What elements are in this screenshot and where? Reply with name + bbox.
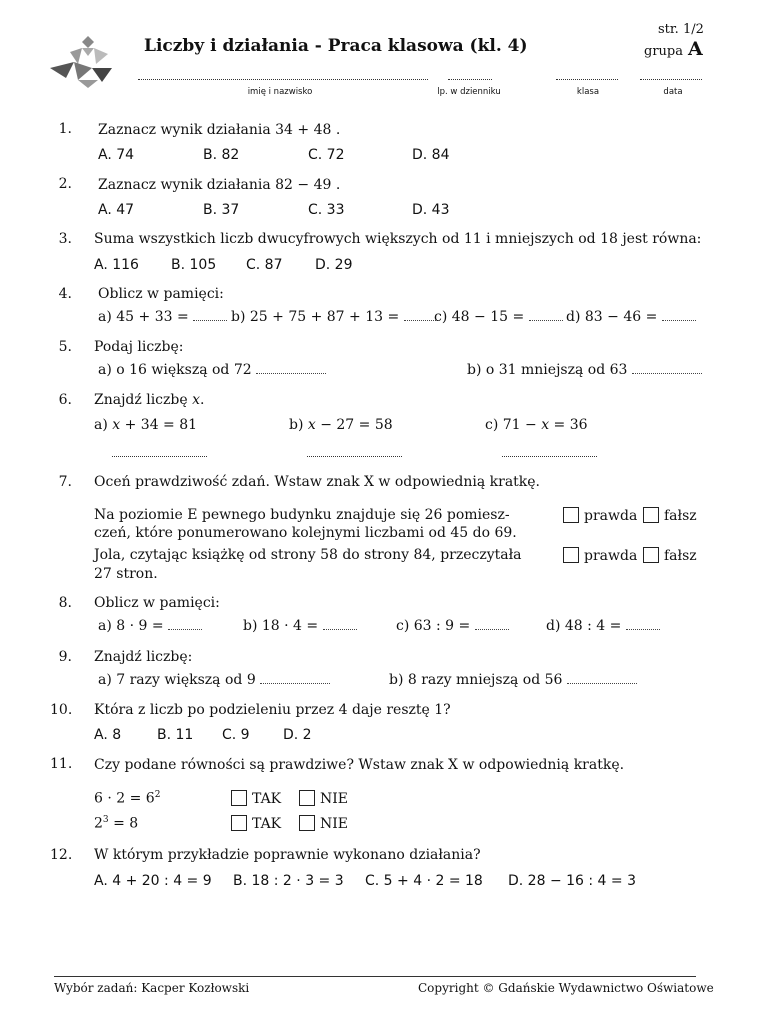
question-4-item-c-label: c) 48 − 15 = bbox=[434, 309, 525, 325]
question-8-item-d bbox=[546, 617, 660, 634]
checkbox[interactable] bbox=[231, 815, 247, 831]
question-2-option-a[interactable]: A. 47 bbox=[98, 202, 135, 218]
statement-2-line-1: Jola, czytając książkę od strony 58 do strony 84, przeczytała bbox=[94, 547, 522, 563]
statement-2-false[interactable] bbox=[643, 547, 697, 564]
equation-1-base: 6 · 2 = 6 bbox=[94, 790, 155, 807]
question-8-item-b-label: b) 18 · 4 = bbox=[243, 618, 319, 634]
checkbox[interactable] bbox=[299, 815, 315, 831]
answer-blank[interactable] bbox=[404, 308, 438, 321]
answer-blank[interactable] bbox=[567, 671, 637, 684]
question-2-text: Zaznacz wynik działania 82 − 49 . bbox=[98, 177, 341, 193]
question-8-item-b bbox=[243, 617, 357, 634]
question-5-item-b bbox=[467, 361, 702, 378]
question-5-item-a bbox=[98, 361, 326, 378]
answer-blank[interactable] bbox=[168, 617, 202, 630]
answer-blank[interactable] bbox=[260, 671, 330, 684]
question-4-item-b-label: b) 25 + 75 + 87 + 13 = bbox=[231, 309, 400, 325]
question-3-option-d[interactable]: D. 29 bbox=[315, 257, 353, 273]
question-2-option-d[interactable]: D. 43 bbox=[412, 202, 450, 218]
equation-1 bbox=[94, 790, 160, 807]
footer-copyright: Copyright © Gdańskie Wydawnictwo Oświatowe bbox=[418, 981, 714, 995]
question-8-item-d-label: d) 48 : 4 = bbox=[546, 618, 622, 634]
answer-blank[interactable] bbox=[256, 361, 326, 374]
question-5-item-a-label: a) o 16 większą od 72 bbox=[98, 362, 252, 378]
equation-2-base: 2 bbox=[94, 815, 103, 832]
checkbox[interactable] bbox=[643, 547, 659, 563]
question-9-item-a bbox=[98, 671, 330, 688]
question-7-text: Oceń prawdziwość zdań. Wstaw znak X w odpowiednią kratkę. bbox=[94, 474, 541, 490]
question-4-item-b bbox=[231, 308, 438, 325]
question-6-item-a: a) 𝑥 + 34 = 81 bbox=[94, 417, 198, 433]
page-number: str. 1/2 bbox=[658, 22, 704, 37]
question-3-text: Suma wszystkich liczb dwucyfrowych większych od 11 i mniejszych od 18 jest równa: bbox=[94, 231, 702, 247]
question-10-option-b[interactable]: B. 11 bbox=[157, 727, 194, 743]
question-6-answer-b[interactable] bbox=[307, 456, 402, 457]
question-12-option-b[interactable]: B. 18 : 2 · 3 = 3 bbox=[233, 873, 344, 889]
false-label: fałsz bbox=[664, 548, 697, 564]
question-3-option-c[interactable]: C. 87 bbox=[246, 257, 283, 273]
question-10-option-a[interactable]: A. 8 bbox=[94, 727, 122, 743]
question-4-item-d bbox=[566, 308, 696, 325]
question-5-item-b-label: b) o 31 mniejszą od 63 bbox=[467, 362, 628, 378]
equation-1-yes[interactable] bbox=[231, 790, 281, 807]
question-1-number: 1. bbox=[58, 121, 72, 137]
name-field-label: imię i nazwisko bbox=[247, 87, 313, 97]
class-field-label: klasa bbox=[576, 87, 600, 97]
checkbox[interactable] bbox=[563, 507, 579, 523]
question-9-item-b bbox=[389, 671, 637, 688]
question-10-option-d[interactable]: D. 2 bbox=[283, 727, 312, 743]
publisher-logo bbox=[48, 34, 118, 88]
no-label: NIE bbox=[320, 816, 348, 832]
question-2-number: 2. bbox=[58, 176, 72, 192]
question-6-item-c: c) 71 − 𝑥 = 36 bbox=[485, 417, 588, 433]
statement-1-true[interactable] bbox=[563, 507, 637, 524]
question-12-option-a[interactable]: A. 4 + 20 : 4 = 9 bbox=[94, 873, 212, 889]
question-11-number: 11. bbox=[50, 756, 73, 772]
question-4-item-d-label: d) 83 − 46 = bbox=[566, 309, 658, 325]
question-5-text: Podaj liczbę: bbox=[94, 339, 184, 355]
question-10-number: 10. bbox=[50, 702, 73, 718]
equation-2-no[interactable] bbox=[299, 815, 348, 832]
question-7-number: 7. bbox=[58, 474, 72, 490]
question-1-option-a[interactable]: A. 74 bbox=[98, 147, 135, 163]
yes-label: TAK bbox=[252, 791, 282, 807]
question-8-text: Oblicz w pamięci: bbox=[94, 595, 220, 611]
equation-2 bbox=[94, 815, 138, 832]
true-label: prawda bbox=[584, 548, 638, 564]
question-1-option-c[interactable]: C. 72 bbox=[308, 147, 345, 163]
question-8-item-c bbox=[396, 617, 509, 634]
statement-2-true[interactable] bbox=[563, 547, 637, 564]
statement-1-line-1: Na poziomie E pewnego budynku znajduje się 26 pomiesz- bbox=[94, 507, 510, 523]
equation-1-no[interactable] bbox=[299, 790, 348, 807]
answer-blank[interactable] bbox=[475, 617, 509, 630]
answer-blank[interactable] bbox=[323, 617, 357, 630]
footer-author: Wybór zadań: Kacper Kozłowski bbox=[54, 981, 250, 995]
equation-2-exponent: 3 bbox=[102, 815, 109, 825]
question-1-option-d[interactable]: D. 84 bbox=[412, 147, 450, 163]
register-number-label: lp. w dzienniku bbox=[437, 87, 501, 97]
register-number-field[interactable] bbox=[448, 79, 492, 80]
question-9-item-a-label: a) 7 razy większą od 9 bbox=[98, 672, 256, 688]
question-4-item-a-label: a) 45 + 33 = bbox=[98, 309, 189, 325]
footer-divider bbox=[54, 976, 696, 977]
question-10-option-c[interactable]: C. 9 bbox=[222, 727, 250, 743]
true-label: prawda bbox=[584, 508, 638, 524]
question-11-text: Czy podane równości są prawdziwe? Wstaw znak X w odpowiednią kratkę. bbox=[94, 757, 625, 773]
answer-blank[interactable] bbox=[529, 308, 563, 321]
question-9-number: 9. bbox=[58, 649, 72, 665]
equation-2-yes[interactable] bbox=[231, 815, 281, 832]
equation-2-rest: = 8 bbox=[108, 815, 139, 832]
statement-1-false[interactable] bbox=[643, 507, 697, 524]
question-2-option-c[interactable]: C. 33 bbox=[308, 202, 345, 218]
checkbox[interactable] bbox=[299, 790, 315, 806]
checkbox[interactable] bbox=[563, 547, 579, 563]
no-label: NIE bbox=[320, 791, 348, 807]
date-field-label: data bbox=[663, 87, 683, 97]
question-9-text: Znajdź liczbę: bbox=[94, 649, 193, 665]
page-title: Liczby i działania - Praca klasowa (kl. 4) bbox=[144, 36, 528, 56]
group-label: grupa bbox=[644, 44, 683, 59]
question-1-text: Zaznacz wynik działania 34 + 48 . bbox=[98, 122, 341, 138]
question-6-answer-c[interactable] bbox=[502, 456, 597, 457]
class-field[interactable] bbox=[556, 79, 618, 80]
question-4-number: 4. bbox=[58, 286, 72, 302]
statement-1-line-2: czeń, które ponumerowano kolejnymi liczbami od 45 do 69. bbox=[94, 525, 517, 541]
question-6-item-b: b) 𝑥 − 27 = 58 bbox=[289, 417, 393, 433]
checkbox[interactable] bbox=[643, 507, 659, 523]
question-8-item-a-label: a) 8 · 9 = bbox=[98, 618, 164, 634]
equation-1-exponent: 2 bbox=[154, 790, 161, 800]
question-10-text: Która z liczb po podzieleniu przez 4 daje resztę 1? bbox=[94, 702, 451, 718]
answer-blank[interactable] bbox=[193, 308, 227, 321]
question-3-option-a[interactable]: A. 116 bbox=[94, 257, 139, 273]
question-4-item-c bbox=[434, 308, 563, 325]
question-12-option-d[interactable]: D. 28 − 16 : 4 = 3 bbox=[508, 873, 637, 889]
question-3-number: 3. bbox=[58, 231, 72, 247]
false-label: fałsz bbox=[664, 508, 697, 524]
question-12-option-c[interactable]: C. 5 + 4 · 2 = 18 bbox=[365, 873, 483, 889]
question-2-option-b[interactable]: B. 37 bbox=[203, 202, 240, 218]
group-value: A bbox=[688, 38, 703, 60]
name-field[interactable] bbox=[138, 79, 428, 80]
yes-label: TAK bbox=[252, 816, 282, 832]
checkbox[interactable] bbox=[231, 790, 247, 806]
question-6-number: 6. bbox=[58, 392, 72, 408]
question-5-number: 5. bbox=[58, 339, 72, 355]
date-field[interactable] bbox=[640, 79, 702, 80]
question-1-option-b[interactable]: B. 82 bbox=[203, 147, 240, 163]
question-8-number: 8. bbox=[58, 595, 72, 611]
answer-blank[interactable] bbox=[626, 617, 660, 630]
question-4-text: Oblicz w pamięci: bbox=[98, 286, 224, 302]
question-6-text: Znajdź liczbę 𝑥. bbox=[94, 392, 205, 408]
question-4-item-a bbox=[98, 308, 227, 325]
question-8-item-a bbox=[98, 617, 202, 634]
question-3-option-b[interactable]: B. 105 bbox=[171, 257, 217, 273]
question-8-item-c-label: c) 63 : 9 = bbox=[396, 618, 471, 634]
question-12-number: 12. bbox=[50, 847, 73, 863]
answer-blank[interactable] bbox=[632, 361, 702, 374]
question-6-answer-a[interactable] bbox=[112, 456, 207, 457]
question-9-item-b-label: b) 8 razy mniejszą od 56 bbox=[389, 672, 563, 688]
question-12-text: W którym przykładzie poprawnie wykonano działania? bbox=[94, 847, 481, 863]
answer-blank[interactable] bbox=[662, 308, 696, 321]
statement-2-line-2: 27 stron. bbox=[94, 566, 158, 582]
